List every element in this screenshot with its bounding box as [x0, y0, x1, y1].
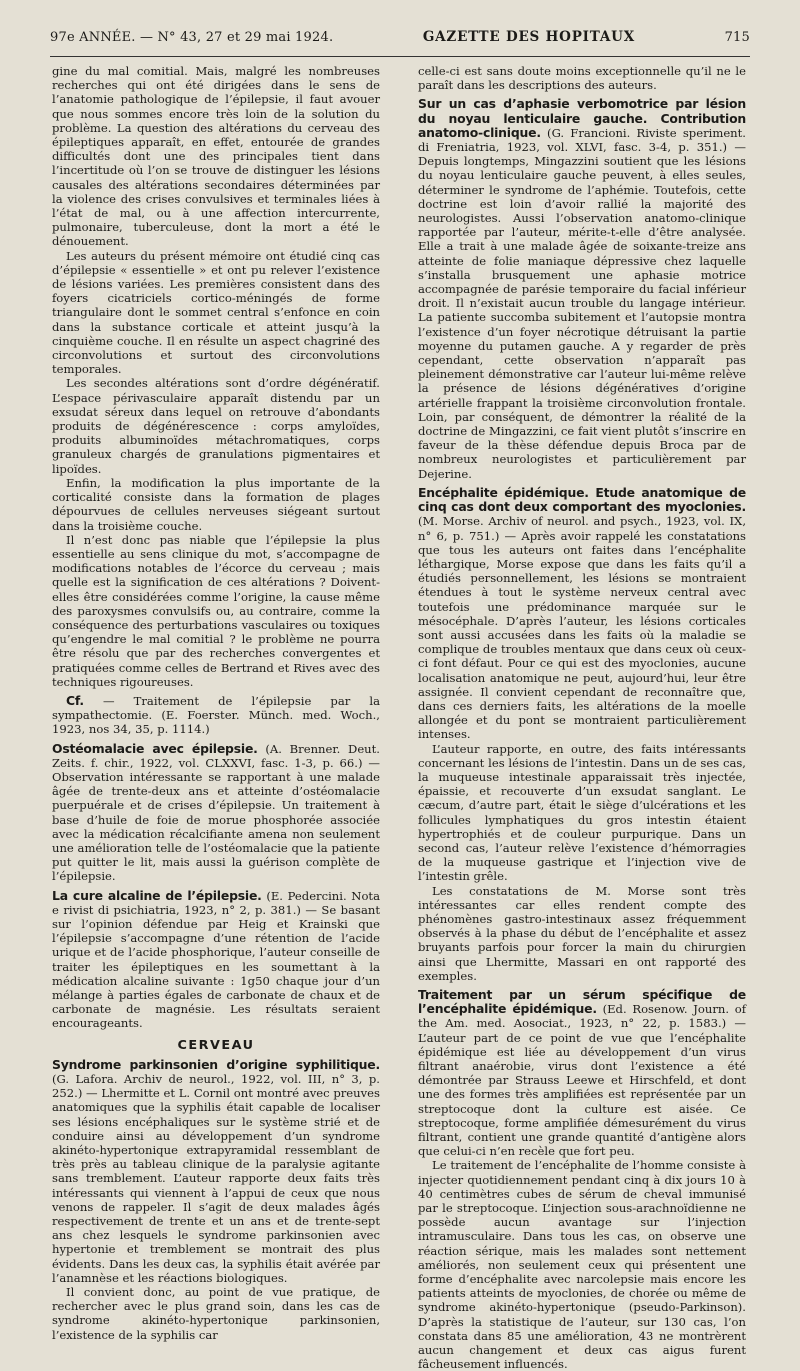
article-body: — Traitement de l’épilepsie par la sympathectomie. (E. Foerster. Münch. med. Woch., 1923, nos 34, 35, p. 1114.): [52, 693, 380, 737]
article-heading: La cure alcaline de l’épilepsie.: [52, 887, 262, 903]
article-body: (M. Morse. Archiv of neurol. and psych., 1923, vol. IX, n° 6, p. 751.) — Après avoir rappelé les constatations que tous les auteurs ont faites dans l’encéphalite léthargique, Morse expose que dans les faits qu’il a étudiés personnellement, les lésions se montraient étendues à tout le système nerveux central avec toutefois une prédominance marquée sur le mésocéphale. D’après l’auteur, les lésions corticales sont aussi accusées dans les faits où la maladie se complique de troubles mentaux que dans ceux où ceux-ci font défaut. Pour ce qui est des myoclonies, aucune localisation anatomique ne peut, aujourd’hui, leur être assignée. Il convient cependant de reconnaître que, dans ces derniers faits, les altérations de la moelle allongée et du pont se montraient particulièrement intenses.: [418, 514, 746, 742]
paragraph: gine du mal comitial. Mais, malgré les nombreuses recherches qui ont été dirigées dans le sens de l’anatomie pathologique de l’épilepsie, il faut avouer que nous sommes encore très loin de la solution du problème. La question des altérations du cerveau des épileptiques apparaît, en effet, entourée de grandes difficultés dont une des principales tient dans l’incertitude où l’on se trouve de distinguer les lésions causales des altérations secondaires déterminées par la violence des crises convulsives et terminales liées à l’état de mal, ou à une affection intercurrente, pulmonaire, tuberculeuse, dont la mort a été le dénouement.: [52, 64, 380, 249]
article-encephalite: [418, 486, 746, 742]
left-column: [52, 64, 381, 1342]
article-heading: Sur un cas d’aphasie verbomotrice par lésion du noyau lenticulaire gauche. Contribution anatomo-clinique.: [418, 96, 746, 140]
article-heading: Syndrome parkinsonien d’origine syphilitique.: [52, 1056, 380, 1072]
article-body: (A. Brenner. Deut. Zeits. f. chir., 1922, vol. CLXXVI, fasc. 1-3, p. 66.) — Observation intéressante se rapportant à une malade âgée de trente-deux ans et atteinte d’ostéomalacie puerpuérale et de crises d’épilepsie. Un traitement à base d’huile de foie de morue phosphorée associée avec la médication récalcifiante amena non seulement une amélioration telle de l’ostéomalacie que la patiente put quitter le lit, mais aussi la guérison complète de l’épilepsie.: [52, 741, 380, 884]
paragraph: celle-ci est sans doute moins exceptionnelle qu’il ne le paraît dans les descriptions des auteurs.: [418, 64, 746, 93]
paragraph: Les auteurs du présent mémoire ont étudié cinq cas d’épilepsie « essentielle » et ont pu relever l’existence de lésions variées. Les premières consistent dans des foyers cicatriciels cortico-méningés de forme triangulaire dont le sommet central s’enfonce en coin dans la substance corticale et atteint jusqu’à la cinquième couche. Il en résulte un aspect chagriné des circonvolutions et surtout des circonvolutions temporales.: [52, 248, 380, 377]
paragraph: Les secondes altérations sont d’ordre dégénératif. L’espace périvasculaire apparaît distendu par un exsudat séreux dans lequel on retrouve d’abondants produits de dégénérescence : corps amyloïdes, produits albuminoïdes métachromatiques, corps granuleux chargés de granulations pigmentaires et lipoïdes.: [52, 376, 380, 476]
article-parkinsonien: [52, 1058, 380, 1285]
article-heading: Ostéomalacie avec épilepsie.: [52, 740, 258, 756]
paragraph: Il convient donc, au point de vue pratique, de rechercher avec le plus grand soin, dans les cas de syndrome akinéto-hypertonique parkinsonien, l’existence de la syphilis car: [52, 1285, 380, 1342]
section-heading: CERVEAU: [177, 1037, 255, 1053]
paragraph: Le traitement de l’encéphalite de l’homme consiste à injecter quotidiennement pendant cinq à dix jours 10 à 40 centimètres cubes de sérum de cheval immunisé par le streptocoque. L’injection sous-arachnoïdienne ne possède aucun avantage sur l’injection intramusculaire. Dans tous les cas, on observe une réaction sérique, mais les malades sont nettement améliorés, non seulement ceux qui présentent une forme d’encéphalite avec narcolepsie mais encore les patients atteints de myoclonies, de chorée ou même de syndrome akinéto-hypertonique (pseudo-Parkinson). D’après la statistique de l’auteur, sur 130 cas, l’on constata dans 85 une amélioration, 43 ne montrèrent aucun changement et deux cas aigus furent fâcheusement influencés.: [418, 1158, 746, 1371]
paragraph: Il n’est donc pas niable que l’épilepsie la plus essentielle au sens clinique du mot, s’accompagne de modifications notables de l’écorce du cerveau ; mais quelle est la signification de ces altérations ? Doivent-elles être considérées comme l’origine, la cause même des paroxysmes convulsifs ou, au contraire, comme la conséquence des perturbations vasculaires ou toxiques qu’engendre le mal comitial ? le problème ne pourra être résolu que par des recherches convergentes et pratiquées comme celles de Bertrand et Rives avec des techniques rigoureuses.: [52, 532, 380, 689]
header-rule: [50, 56, 750, 57]
paragraph: Les constatations de M. Morse sont très intéressantes car elles rendent compte des phénomènes gastro-intestinaux assez fréquemment observés à la phase du début de l’encéphalite et assez bruyants parfois pour forcer la main du chirurgien ainsi que Lhermitte, Massari en ont rapporté des exemples.: [418, 883, 746, 983]
article-cure-alcaline: [52, 889, 380, 1031]
article-heading: Cf.: [66, 692, 84, 708]
paragraph: L’auteur rapporte, en outre, des faits intéressants concernant les lésions de l’intestin. Dans un de ses cas, la muqueuse intestinale apparaissait très injectée, épaissie, et recouverte d’un exsudat sanglant. Le cæcum, d’autre part, était le siège d’ulcérations et les follicules lymphatiques du gros intestin étaient hypertrophiés et de couleur purpurique. Dans un second cas, l’auteur relève l’existence d’hémorragies de la muqueuse gastrique et l’injection vive de l’intestin grêle.: [418, 741, 746, 884]
page-header: [50, 22, 750, 52]
article-serum: [418, 988, 746, 1158]
article-body: (E. Pedercini. Nota e rivist di psichiatria, 1923, n° 2, p. 381.) — Se basant sur l’opinion défendue par Heig et Krainski que l’épilepsie s’accompagne d’une rétention de l’acide urique et de l’acide phosphorique, l’auteur conseille de traiter les épileptiques en les soumettant à la médication alcaline suivante : 1g50 chaque jour d’un mélange à parties égales de carbonate de chaux et de carbonate de magnésie. Les résultats seraient encourageants.: [52, 888, 381, 1031]
article-aphasie: [418, 97, 746, 480]
right-column: [418, 64, 746, 1371]
article-heading: Encéphalite épidémique. Etude anatomique de cinq cas dont deux comportant des myoclonies.: [418, 484, 746, 515]
page-number: 715: [724, 29, 750, 45]
article-body: (G. Francioni. Riviste speriment. di Freniatria, 1923, vol. XLVI, fasc. 3-4, p. 351.) — Depuis longtemps, Mingazzini soutient que les lésions du noyau lenticulaire gauche peuvent, à elles seules, déterminer le syndrome de l’aphémie. Toutefois, cette doctrine est loin d’avoir rallié la majorité des neurologistes. Aussi l’observation anatomo-clinique rapportée par l’auteur, mérite-t-elle d’être analysée. Elle a trait à une malade âgée de soixante-treize ans atteinte de folie maniaque dépressive chez laquelle s’installa brusquement une aphasie motrice accompagnée de parésie temporaire du facial inférieur droit. Il n’existait aucun trouble du langage intérieur. La patiente succomba subitement et l’autopsie montra l’existence d’un foyer nécrotique détruisant la partie moyenne du putamen gauche. A y regarder de près cependant, cette observation n’apparaît pas pleinement démonstrative car l’auteur lui-même relève la présence de lésions dégénératives d’origine artérielle frappant la troisième circonvolution frontale. Loin, par conséquent, de démontrer la réalité de la doctrine de Mingazzini, ce fait vient plutôt s’inscrire en faveur de la thèse défendue depuis Broca par de nombreux neurologistes et particulièrement par Dejerine.: [418, 125, 746, 481]
article-cf: [52, 694, 380, 737]
article-body: (Ed. Rosenow. Journ. of the Am. med. Aosociat., 1923, n° 22, p. 1583.) — L’auteur part de ce point de vue que l’encéphalite épidémique est liée au développement d’un virus filtrant anaérobie, virus dont l’existence a été démontrée par Strauss Leewe et Hirschfeld, et dont une des formes très amplifiées est représentée par un streptocoque dont la culture est aisée. Ce streptocoque, forme amplifiée démesurément du virus filtrant, contient une grande quantité d’antigène alors que celui-ci n’en recèle que fort peu.: [418, 1002, 746, 1159]
article-heading: Traitement par un sérum spécifique de l’encéphalite épidémique.: [418, 987, 746, 1017]
issue-info: 97e ANNÉE. — N° 43, 27 et 29 mai 1924.: [50, 29, 334, 45]
article-osteomalacie: [52, 742, 380, 884]
paragraph: Enfin, la modification la plus importante de la corticalité consiste dans la formation de plages dépourvues de cellules nerveuses siégeant surtout dans la troisième couche.: [52, 475, 380, 533]
journal-title: GAZETTE DES HOPITAUX: [422, 29, 636, 45]
article-body: (G. Lafora. Archiv de neurol., 1922, vol. III, n° 3, p. 252.) — Lhermitte et L. Cornil ont montré avec preuves anatomiques que la syphilis était capable de localiser ses lésions encéphaliques sur le système strié et de conduire ainsi au développement d’un syndrome akinéto-hypertonique extrapyramidal ressemblant de très près au tableau clinique de la paralysie agitante sans tremblement. L’auteur rapporte deux faits très intéressants qui viennent à l’appui de ceux que nous venons de rappeler. Il s’agit de deux malades âgés respectivement de trente et un ans et de trente-sept ans chez lesquels le syndrome parkinsonien avec hypertonie et tremblement se montrait des plus évidents. Dans les deux cas, la syphilis était avérée par l’anamnèse et les réactions biologiques.: [52, 1072, 380, 1285]
